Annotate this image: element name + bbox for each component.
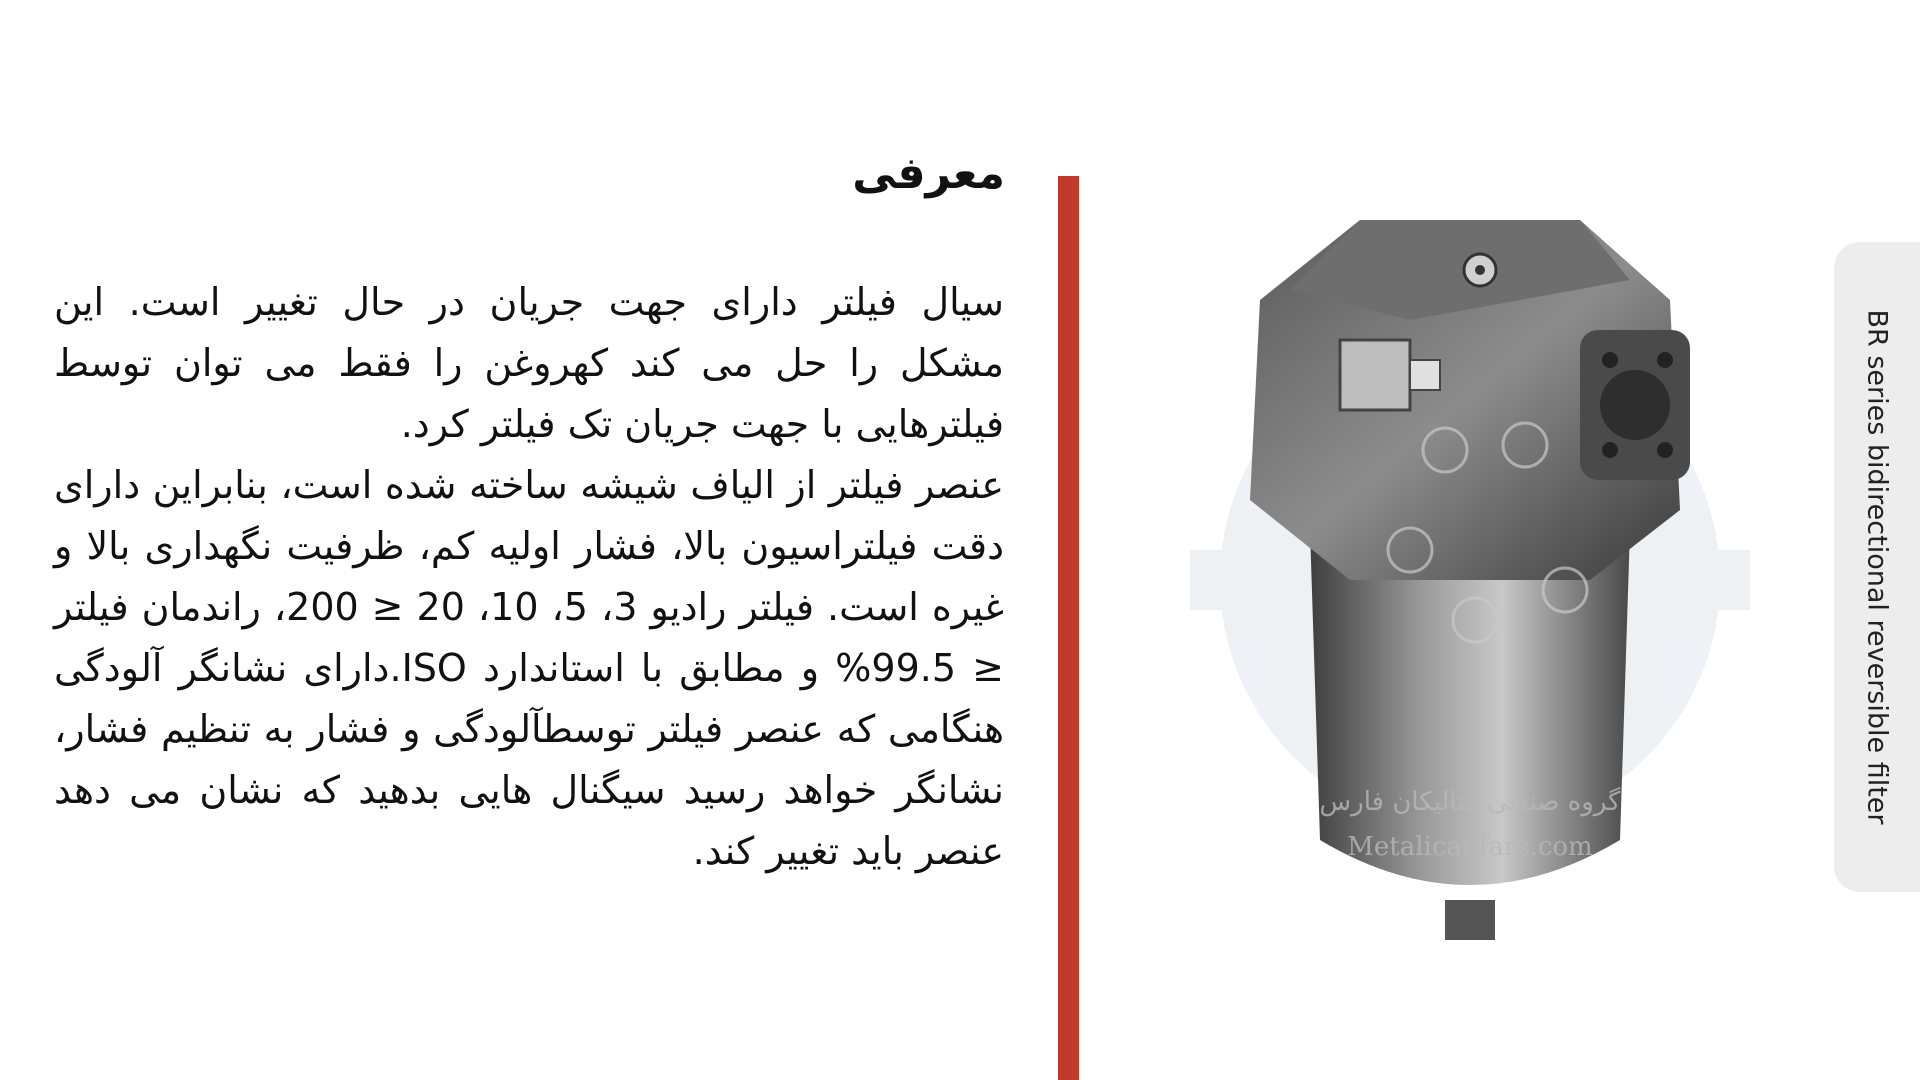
section-heading: معرفی [852, 148, 1005, 199]
drain-plug [1445, 900, 1495, 940]
side-tab-label: BR series bidirectional reversible filter [1861, 309, 1893, 825]
side-tab[interactable] [1834, 242, 1920, 892]
watermark-fa: گروه صنعتی متالیکان فارس [1319, 787, 1621, 817]
paragraph-1: سیال فیلتر دارای جهت جریان در حال تغییر است. این مشکل را حل می کند کهروغن را فقط می توان توسط فیلترهایی با جهت جریان تک فیلتر کرد. [54, 280, 1004, 446]
watermark-en: Metalicanfars.com [1347, 832, 1593, 862]
paragraph-2: عنصر فیلتر از الیاف شیشه ساخته شده است، بنابراین دارای دقت فیلتراسیون بالا، فشار اولیه کم، ظرفیت نگهداری بالا و غیره است. فیلتر رادیو 3، 5، 10، 20 ≤ 200، راندمان فیلتر ≤ 99.5% و مطابق با استاندارد ISO.دارای نشانگر آلودگی هنگامی که عنصر فیلتر توسطآلودگی و فشار به تنظیم فشار، نشانگر خواهد رسید سیگنال هایی بدهید که نشان می دهد عنصر باید تغییر کند. [54, 463, 1005, 873]
product-image [1110, 200, 1780, 980]
accent-divider [1058, 176, 1079, 1080]
section-body [54, 272, 1004, 882]
filter-illustration [1110, 200, 1780, 980]
clog-indicator [1340, 340, 1410, 410]
